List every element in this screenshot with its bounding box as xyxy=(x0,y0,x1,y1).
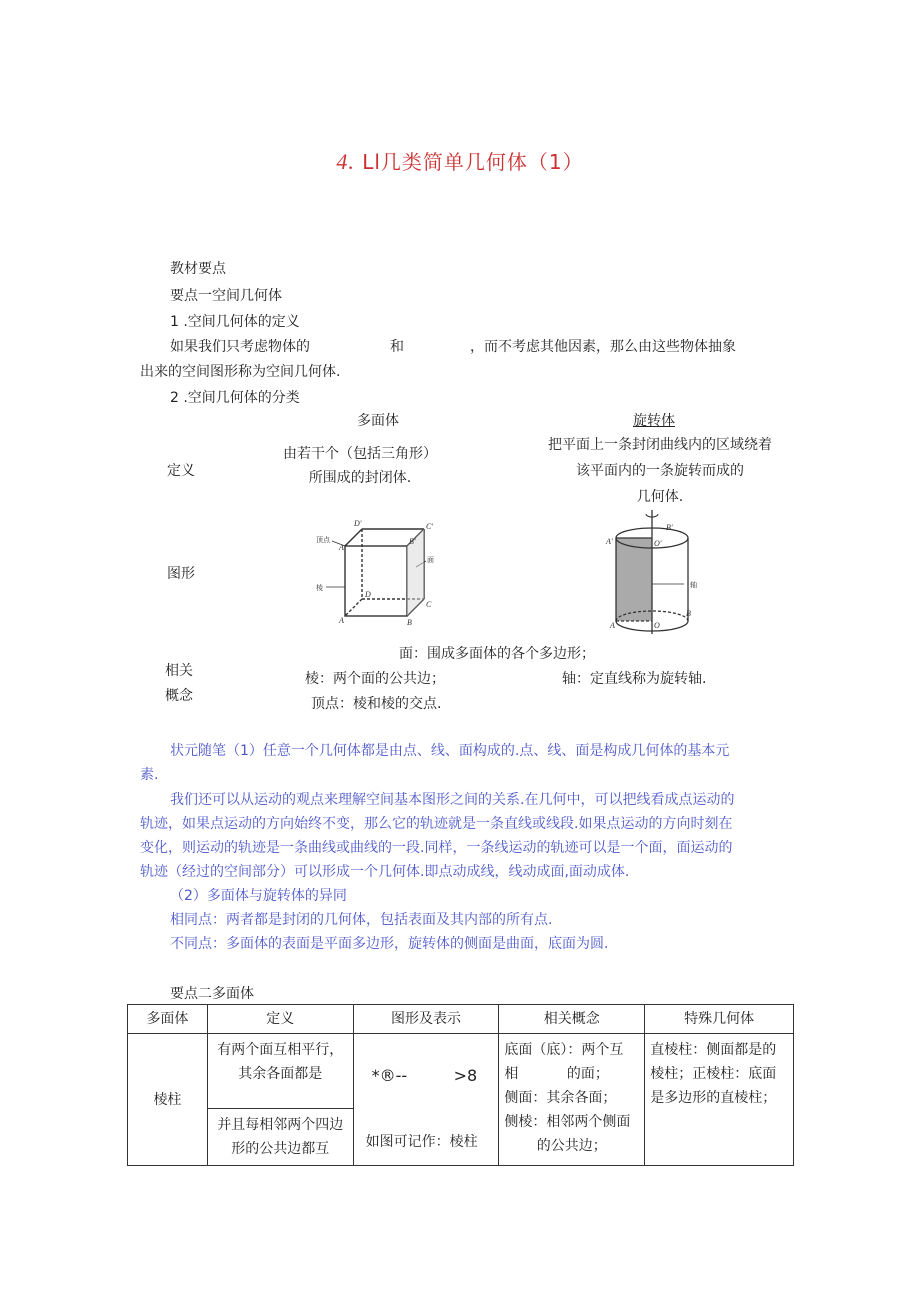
concept-line2 xyxy=(504,1062,639,1086)
label-b1-cyl: B' xyxy=(666,523,673,532)
point1-heading: 要点一空间几何体 xyxy=(170,288,282,304)
title-number: 4. xyxy=(336,149,355,174)
poly-concept-edge: 棱：两个面的公共边； xyxy=(305,671,445,687)
table-row xyxy=(128,1034,794,1109)
def-line1-c: ，而不考虑其他因素，那么由这些物体抽象 xyxy=(470,339,736,355)
row-figure: 图形 xyxy=(167,566,195,582)
row-concept-1: 相关 xyxy=(165,663,193,679)
special-line2: 棱柱；正棱柱：底面 xyxy=(650,1066,777,1082)
poly-concept-face: 面：围成多面体的各个多边形； xyxy=(399,646,595,662)
label-a-cyl: A xyxy=(610,621,615,630)
figure-cell xyxy=(353,1034,499,1166)
label-face: 面 xyxy=(427,556,434,564)
row-concept-2: 概念 xyxy=(165,688,193,704)
title-text: Ll几类简单几何体（1） xyxy=(362,150,584,174)
label-b1: B' xyxy=(409,537,416,546)
def-b-line2: 形的公共边都互 xyxy=(231,1141,330,1157)
label-o1: O' xyxy=(654,539,662,548)
point1-item2: 2 .空间几何体的分类 xyxy=(170,390,300,406)
label-a: A xyxy=(339,616,344,625)
concept-line3: 侧面：其余各面； xyxy=(504,1090,617,1106)
def-line1-a: 如果我们只考虑物体的 xyxy=(170,339,310,355)
note-p1-line2: 素. xyxy=(140,767,159,783)
concept-line4: 侧棱：相邻两个侧面 xyxy=(504,1114,631,1130)
cuboid-figure xyxy=(312,517,444,629)
rot-def-1: 把平面上一条封闭曲线内的区域绕着 xyxy=(548,437,772,453)
special-line1: 直棱柱：侧面都是的 xyxy=(650,1042,777,1058)
poly-def-1: 由若干个（包括三角形） xyxy=(283,446,437,462)
note-p2-line2: 轨迹，如果点运动的方向始终不变，那么它的轨迹就是一条直线或线段.如果点运动的方向时刻在 xyxy=(140,816,733,832)
special-line3: 是多边形的直棱柱； xyxy=(650,1090,777,1106)
concept-line5: 的公共边； xyxy=(536,1138,607,1154)
concept-cell xyxy=(499,1034,645,1166)
label-b-cyl: B xyxy=(686,609,691,618)
header-figure: 图形及表示 xyxy=(353,1005,499,1034)
note-p1-line1: 状元随笔（1）任意一个几何体都是由点、线、面构成的.点、线、面是构成几何体的基本元 xyxy=(170,743,730,759)
note-p2-line4: 轨迹（经过的空间部分）可以形成一个几何体.即点动成线，线动成面,面动成体. xyxy=(140,864,630,880)
note-p5: 不同点：多面体的表面是平面多边形，旋转体的侧面是曲面，底面为圆. xyxy=(170,936,609,952)
def-cell-a xyxy=(207,1034,353,1109)
cylinder-figure xyxy=(600,504,710,640)
label-o: O xyxy=(654,621,660,630)
rot-def-3: 几何体. xyxy=(636,489,684,505)
note-p4: 相同点：两者都是封闭的几何体，包括表面及其内部的所有点. xyxy=(170,912,553,928)
label-c1: C' xyxy=(426,522,434,531)
label-a1: A' xyxy=(339,543,346,552)
header-polyhedron: 多面体 xyxy=(128,1005,208,1034)
fig-note: 如图可记作：棱柱 xyxy=(365,1134,478,1150)
note-p2-line3: 变化，则运动的轨迹是一条曲线或曲线的一段.同样，一条线运动的轨迹可以是一个面，面运动的 xyxy=(140,840,733,856)
note-p2-line1: 我们还可以从运动的观点来理解空间基本图形之间的关系.在几何中，可以把线看成点运动的 xyxy=(170,792,735,808)
col-rotation-body: 旋转体 xyxy=(633,413,675,429)
label-vertex: 顶点 xyxy=(316,536,330,544)
row-label-prism: 棱柱 xyxy=(128,1034,208,1166)
poly-def-2: 所围成的封闭体. xyxy=(308,470,412,486)
row-definition: 定义 xyxy=(167,463,195,479)
concept-line1: 底面（底）：两个互 xyxy=(504,1042,624,1058)
point2-heading: 要点二多面体 xyxy=(170,986,254,1002)
rot-concept-axis: 轴：定直线称为旋转轴. xyxy=(562,671,707,687)
def-cell-b xyxy=(207,1109,353,1166)
label-d: D xyxy=(365,590,371,599)
polyhedron-table xyxy=(127,1004,794,1166)
point1-item1: 1 .空间几何体的定义 xyxy=(170,314,300,330)
def-b-line1: 并且每相邻两个四边 xyxy=(217,1117,344,1133)
header-special: 特殊几何体 xyxy=(645,1005,794,1034)
page-title xyxy=(0,146,920,175)
label-c: C xyxy=(426,600,432,609)
concept-line2-b: 的面； xyxy=(566,1066,609,1082)
poly-concept-vertex: 顶点：棱和棱的交点. xyxy=(311,696,442,712)
label-edge: 棱 xyxy=(316,584,323,592)
label-a1-cyl: A' xyxy=(606,537,613,546)
table-header-row xyxy=(128,1005,794,1034)
header-definition: 定义 xyxy=(207,1005,353,1034)
rot-def-2: 该平面内的一条旋转而成的 xyxy=(576,463,744,479)
def-line1-b: 和 xyxy=(390,339,404,355)
concept-line2-a: 相 xyxy=(504,1066,519,1082)
section-heading: 教材要点 xyxy=(170,261,226,277)
fig-text-a: *®-- xyxy=(371,1066,408,1085)
header-concepts: 相关概念 xyxy=(499,1005,645,1034)
def-line2: 出来的空间图形称为空间几何体. xyxy=(140,364,341,380)
col-polyhedron: 多面体 xyxy=(357,413,399,429)
label-axis: 轴 xyxy=(690,581,697,589)
def-a-line1: 有两个面互相平行， xyxy=(217,1042,344,1058)
note-p3: （2）多面体与旋转体的异同 xyxy=(170,888,347,904)
fig-text-b: >8 xyxy=(453,1066,478,1085)
label-d1: D' xyxy=(354,519,362,528)
def-a-line2: 其余各面都是 xyxy=(238,1066,323,1082)
label-b: B xyxy=(407,618,412,627)
special-cell xyxy=(645,1034,794,1166)
